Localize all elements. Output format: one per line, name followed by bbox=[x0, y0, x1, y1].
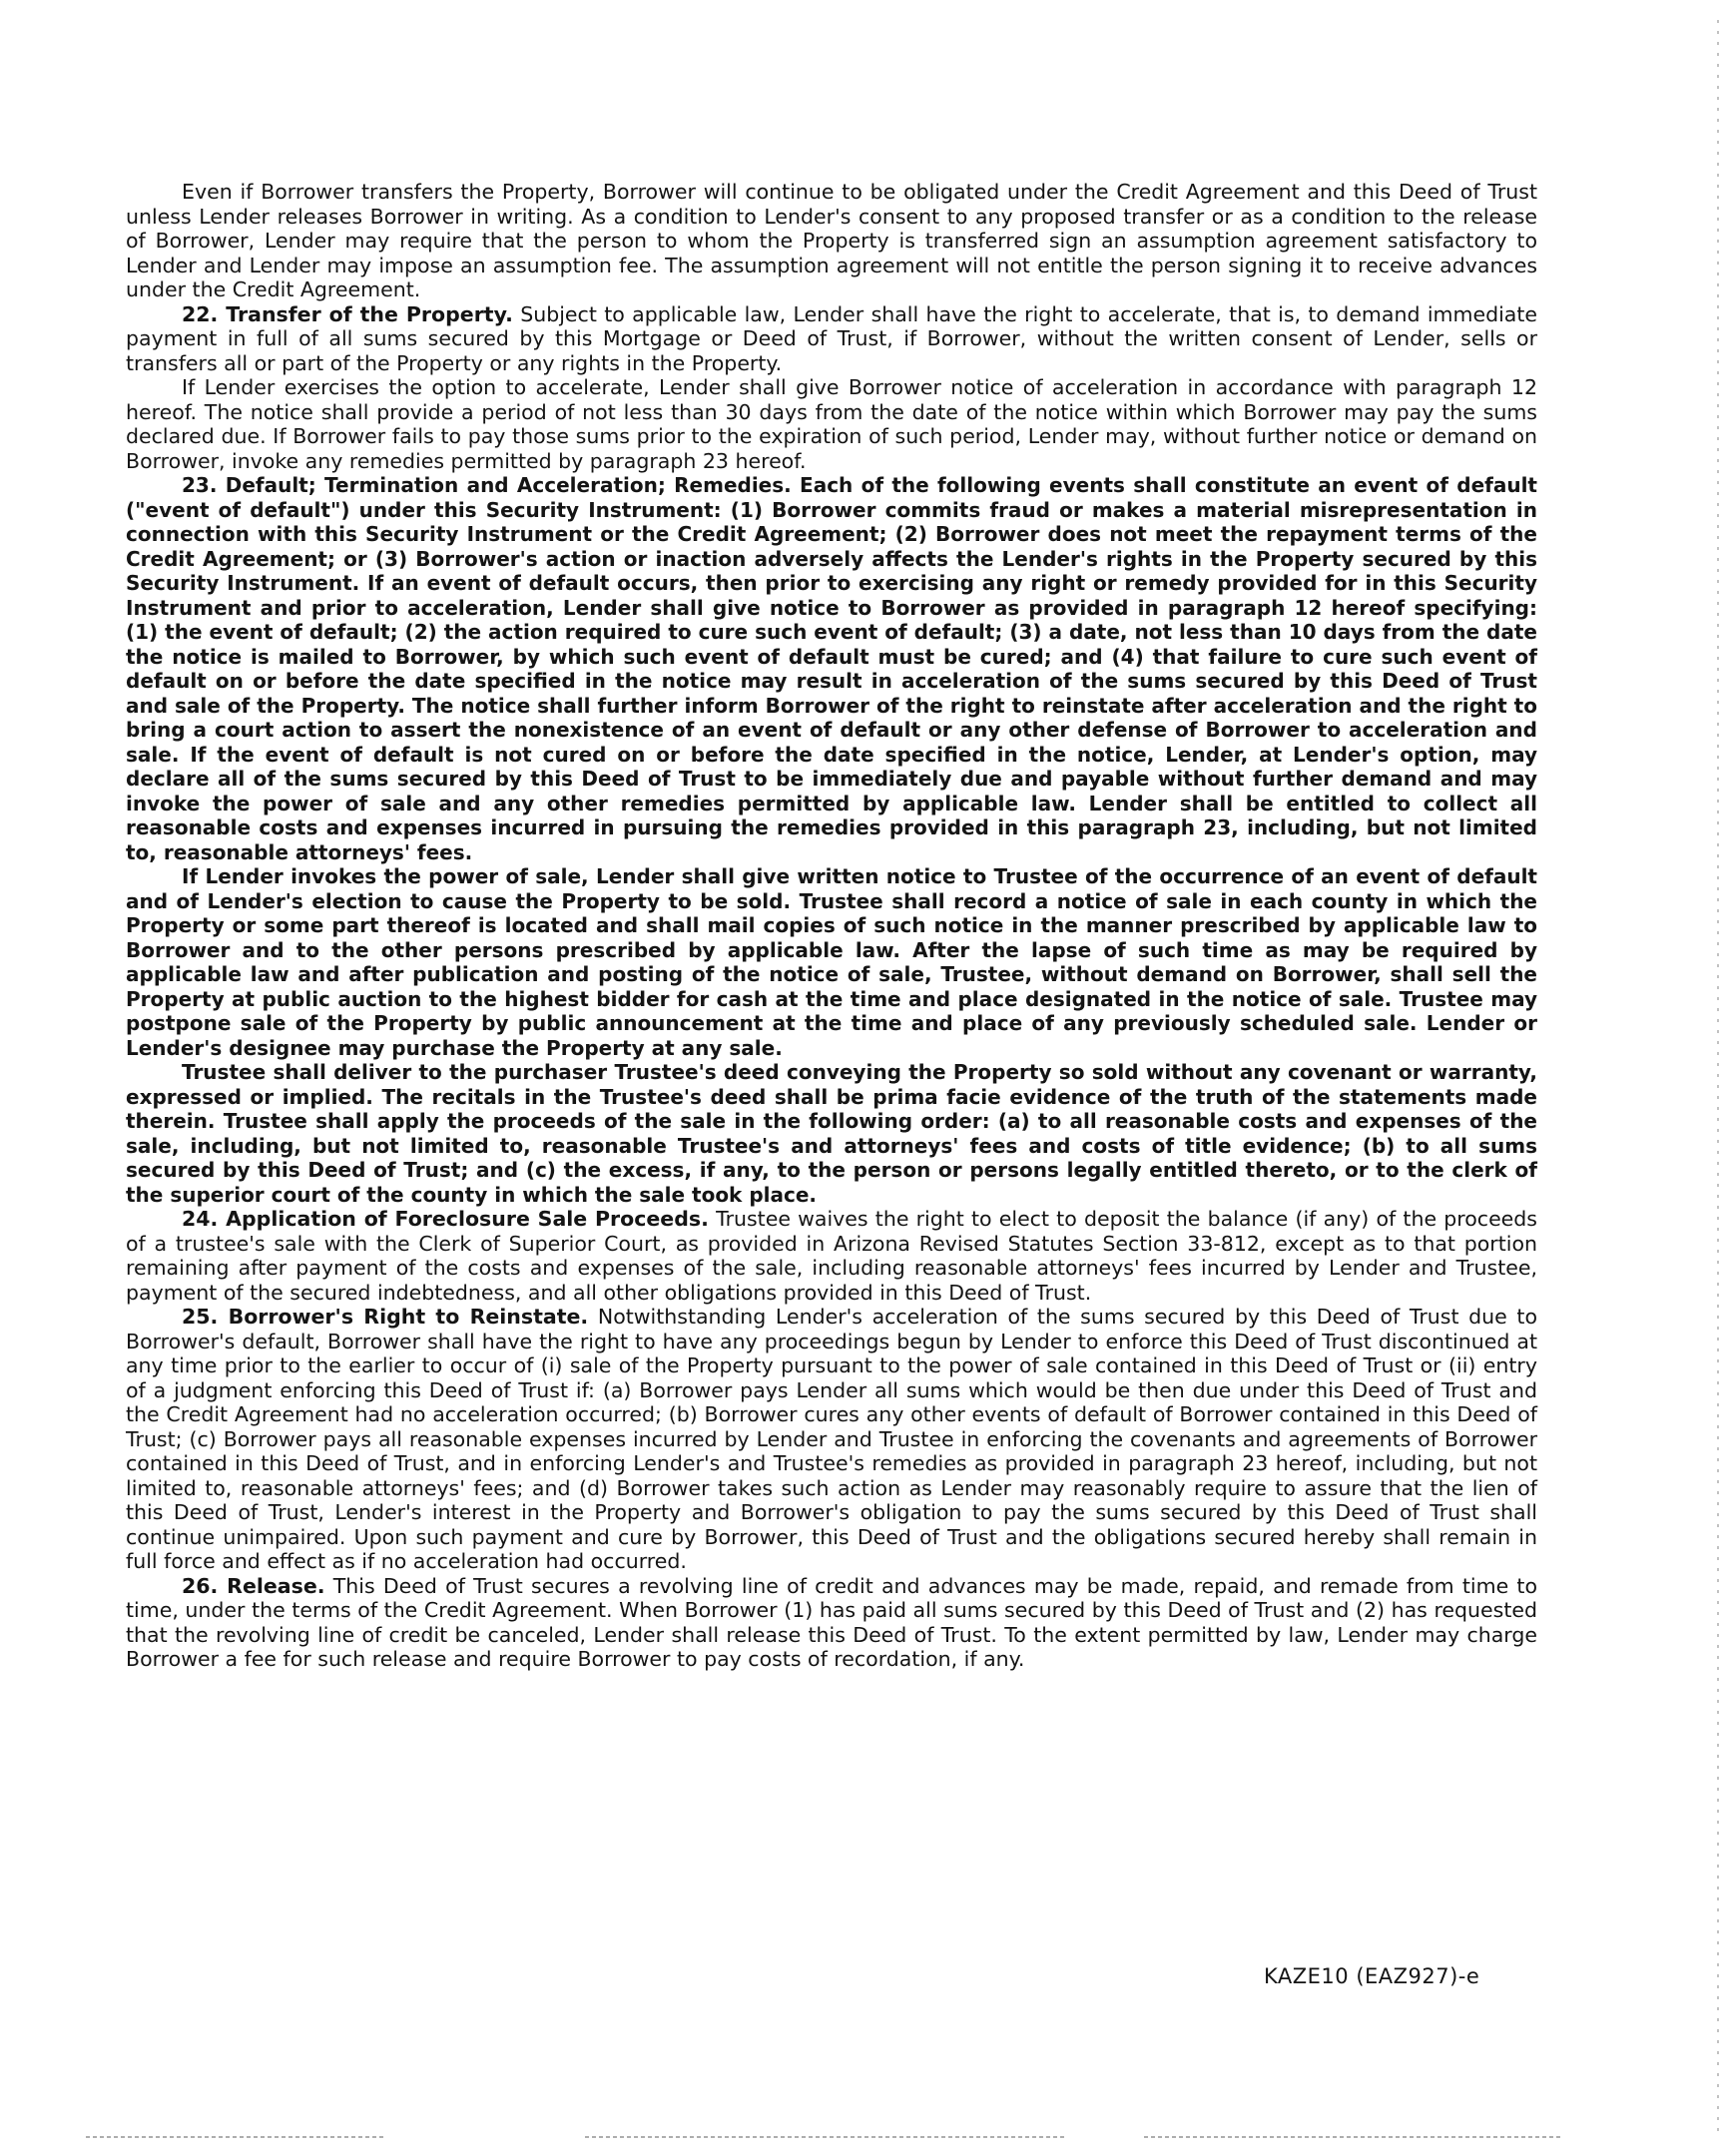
paragraph-23-trustee-deed bbox=[126, 1060, 1537, 1207]
paragraph-26-release bbox=[126, 1574, 1537, 1672]
paragraph-22-acceleration bbox=[126, 375, 1537, 473]
paragraph-text: If Lender invokes the power of sale, Lender shall give written notice to Trustee of the occurrence of an event of default and of Lender's election to cause the Property to be sold. Trustee shall record a notice of sale in each county in which the Property or some part thereof is located and shall mail copies of such notice in the manner prescribed by applicable law to Borrower and to the other persons prescribed by applicable law. After the lapse of such time as may be required by applicable law and after publication and posting of the notice of sale, Trustee, without demand on Borrower, shall sell the Property at public auction to the highest bidder for cash at the time and place designated in the notice of sale. Trustee may postpone sale of the Property by public announcement at the time and place of any previously scheduled sale. Lender or Lender's designee may purchase the Property at any sale. bbox=[126, 864, 1537, 1060]
section-heading: 26. Release. bbox=[182, 1573, 325, 1598]
paragraph-text: This Deed of Trust secures a revolving line of credit and advances may be made, repaid, and remade from time to time, under the terms of the Credit Agreement. When Borrower (1) has paid all sums secured by this Deed of Trust and (2) has requested that the revolving line of credit be canceled, Lender shall release this Deed of Trust. To the extent permitted by law, Lender may charge Borrower a fee for such release and require Borrower to pay costs of recordation, if any. bbox=[126, 1573, 1537, 1671]
paragraph-24-foreclosure-proceeds bbox=[126, 1207, 1537, 1305]
paragraph-text: Even if Borrower transfers the Property, Borrower will continue to be obligated under the Credit Agreement and this Deed of Trust unless Lender releases Borrower in writing. As a condition to Lender's consent to any proposed transfer or as a condition to the release of Borrower, Lender may require that the person to whom the Property is transferred sign an assumption agreement satisfactory to Lender and Lender may impose an assumption fee. The assumption agreement will not entitle the person signing it to receive advances under the Credit Agreement. bbox=[126, 180, 1537, 301]
paragraph-text: 23. Default; Termination and Acceleration; Remedies. Each of the following events shall constitute an event of default ("event of default") under this Security Instrument: (1) Borrower commits fraud or makes a material misrepresentation in connection with this Security Instrument or the Credit Agreement; (2) Borrower does not meet the repayment terms of the Credit Agreement; or (3) Borrower's action or inaction adversely affects the Lender's rights in the Property secured by this Security Instrument. If an event of default occurs, then prior to exercising any right or remedy provided for in this Security Instrument and prior to acceleration, Lender shall give notice to Borrower as provided in paragraph 12 hereof specifying: (1) the event of default; (2) the action required to cure such event of default; (3) a date, not less than 10 days from the date the notice is mailed to Borrower, by which such event of default must be cured; and (4) that failure to cure such event of default on or before the date specified in the notice may result in acceleration of the sums secured by this Deed of Trust and sale of the Property. The notice shall further inform Borrower of the right to reinstate after acceleration and the right to bring a court action to assert the nonexistence of an event of default or any other defense of Borrower to acceleration and sale. If the event of default is not cured on or before the date specified in the notice, Lender, at Lender's option, may declare all of the sums secured by this Deed of Trust to be immediately due and payable without further demand and may invoke the power of sale and any other remedies permitted by applicable law. Lender shall be entitled to collect all reasonable costs and expenses incurred in pursuing the remedies provided in this paragraph 23, including, but not limited to, reasonable attorneys' fees. bbox=[126, 473, 1537, 864]
paragraph-25-reinstate bbox=[126, 1305, 1537, 1574]
form-code-footer: KAZE10 (EAZ927)-e bbox=[1264, 1964, 1480, 1988]
scan-bottom-artifact bbox=[86, 2136, 385, 2138]
scan-bottom-artifact bbox=[1144, 2136, 1563, 2138]
section-heading: 25. Borrower's Right to Reinstate. bbox=[182, 1305, 589, 1329]
paragraph-text: If Lender exercises the option to accelerate, Lender shall give Borrower notice of acceleration in accordance with paragraph 12 hereof. The notice shall provide a period of not less than 30 days from the date of the notice within which Borrower may pay the sums declared due. If Borrower fails to pay those sums prior to the expiration of such period, Lender may, without further notice or demand on Borrower, invoke any remedies permitted by paragraph 23 hereof. bbox=[126, 375, 1537, 473]
paragraph-23-power-of-sale bbox=[126, 864, 1537, 1060]
paragraph-transfer-obligation bbox=[126, 180, 1537, 302]
paragraph-22-transfer bbox=[126, 302, 1537, 376]
paragraph-text: Trustee waives the right to elect to deposit the balance (if any) of the proceeds of a trustee's sale with the Clerk of Superior Court, as provided in Arizona Revised Statutes Section 33-812, except as to that portion remaining after payment of the costs and expenses of the sale, including reasonable attorneys' fees incurred by Lender and Trustee, payment of the secured indebtedness, and all other obligations provided in this Deed of Trust. bbox=[126, 1207, 1537, 1305]
section-heading: 24. Application of Foreclosure Sale Proceeds. bbox=[182, 1207, 709, 1231]
paragraph-text: Trustee shall deliver to the purchaser Trustee's deed conveying the Property so sold without any covenant or warranty, expressed or implied. The recitals in the Trustee's deed shall be prima facie evidence of the truth of the statements made therein. Trustee shall apply the proceeds of the sale in the following order: (a) to all reasonable costs and expenses of the sale, including, but not limited to, reasonable Trustee's and attorneys' fees and costs of title evidence; (b) to all sums secured by this Deed of Trust; and (c) the excess, if any, to the person or persons legally entitled thereto, or to the clerk of the superior court of the county in which the sale took place. bbox=[126, 1060, 1537, 1207]
paragraph-23-default bbox=[126, 473, 1537, 864]
paragraph-text: Subject to applicable law, Lender shall have the right to accelerate, that is, to demand immediate payment in full of all sums secured by this Mortgage or Deed of Trust, if Borrower, without the written consent of Lender, sells or transfers all or part of the Property or any rights in the Property. bbox=[126, 301, 1537, 375]
scan-bottom-artifact bbox=[585, 2136, 1064, 2138]
paragraph-text: Notwithstanding Lender's acceleration of the sums secured by this Deed of Trust due to Borrower's default, Borrower shall have the right to have any proceedings begun by Lender to enforce this Deed of Trust discontinued at any time prior to the earlier to occur of (i) sale of the Property pursuant to the power of sale contained in this Deed of Trust or (ii) entry of a judgment enforcing this Deed of Trust if: (a) Borrower pays Lender all sums which would be then due under this Deed of Trust and the Credit Agreement had no acceleration occurred; (b) Borrower cures any other events of default of Borrower contained in this Deed of Trust; (c) Borrower pays all reasonable expenses incurred by Lender and Trustee in enforcing the covenants and agreements of Borrower contained in this Deed of Trust, and in enforcing Lender's and Trustee's remedies as provided in paragraph 23 hereof, including, but not limited to, reasonable attorneys' fees; and (d) Borrower takes such action as Lender may reasonably require to assure that the lien of this Deed of Trust, Lender's interest in the Property and Borrower's obligation to pay the sums secured by this Deed of Trust shall continue unimpaired. Upon such payment and cure by Borrower, this Deed of Trust and the obligations secured hereby shall remain in full force and effect as if no acceleration had occurred. bbox=[126, 1305, 1537, 1573]
document-body bbox=[126, 180, 1537, 1672]
scan-edge-artifact bbox=[1717, 20, 1719, 2136]
section-heading: 22. Transfer of the Property. bbox=[182, 301, 513, 326]
